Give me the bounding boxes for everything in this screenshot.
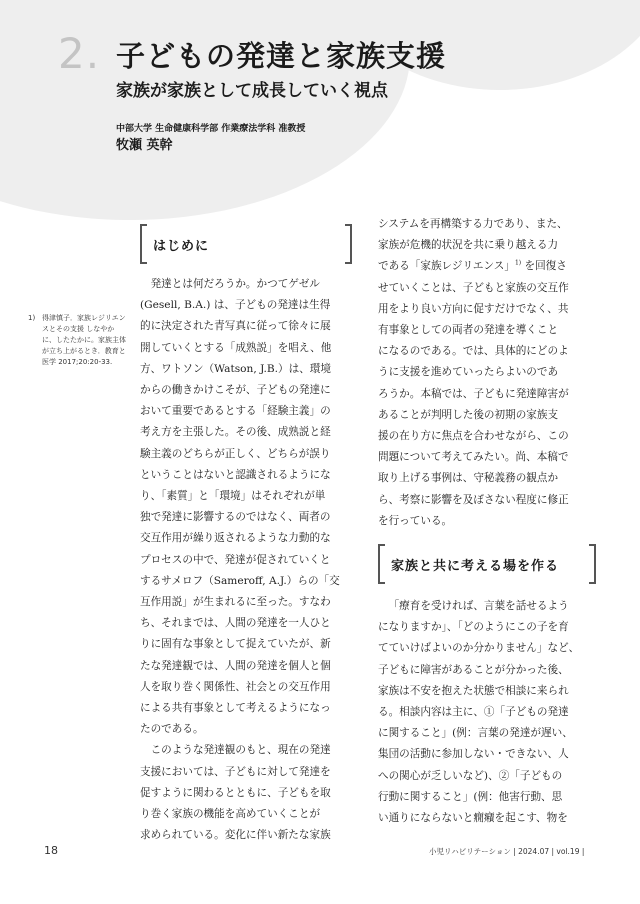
text-line: 問題について考えてみたい。尚、本稿で — [378, 451, 569, 464]
text-line: 交互作用が繰り返されるような力動的な — [140, 532, 331, 545]
bracket-left — [378, 544, 385, 584]
text-line: 発達とは何だろうか。かつてゲゼル — [150, 278, 320, 290]
text-line: ち、それまでは、人間の発達を一人ひと — [140, 617, 331, 630]
page-number: 18 — [44, 844, 58, 857]
text-line: たのである。 — [140, 723, 204, 736]
section-heading-intro — [140, 224, 352, 264]
text-line: 支援においては、子どもに対して発達を — [140, 765, 331, 778]
right-column-lower — [378, 596, 598, 829]
text-line: 家族が危機的状況を共に乗り越える力 — [378, 239, 559, 252]
bracket-left — [140, 224, 147, 264]
section-heading-label: 家族と共に考える場を作る — [391, 559, 560, 574]
text-line: 方、ワトソン（Watson, J.B.）は、環境 — [140, 362, 331, 375]
text-line: うに支援を進めていったらよいのであ — [378, 366, 559, 379]
text-line-tail: を回復さ — [521, 260, 567, 273]
text-line: 求められている。変化に伴い新たな家族 — [140, 829, 331, 842]
text-line: る。相談内容は主に、①「子どもの発達 — [378, 706, 569, 719]
paragraph — [140, 274, 358, 740]
text-line: このような発達観のもと、現在の発達 — [150, 744, 331, 757]
text-line: 促すように関わるとともに、子どもを取 — [140, 786, 331, 799]
bracket-right — [345, 224, 352, 264]
text-line: ろうか。本稿では、子どもに発達障害が — [378, 387, 569, 400]
text-line: プロセスの中で、発達が促されていくと — [140, 553, 331, 566]
text-line: りに固有な事象として捉えていたが、新 — [140, 638, 331, 651]
text-line: あることが判明した後の初期の家族支 — [378, 408, 559, 421]
text-line: 験主義のどちらが正しく、どちらが誤り — [140, 447, 331, 460]
section-heading-label: はじめに — [153, 239, 210, 254]
text-line: に関すること」(例：言葉の発達が遅い、 — [378, 727, 573, 740]
paragraph — [140, 740, 358, 846]
text-line: 互作用説」が生まれるに至った。すなわ — [140, 596, 331, 609]
text-line: による共有事象として考えるようになっ — [140, 702, 331, 715]
paragraph — [378, 596, 598, 829]
footnote-text: 得津慎子．家族レジリエンスとその支援 しなやかに、したたかに。家族主体が立ち上がるとき．教育と医学 2017;20:20-33. — [42, 314, 126, 366]
text-line: 人を取り巻く関係性、社会との交互作用 — [140, 680, 331, 693]
footnote-number: 1) — [28, 314, 36, 322]
text-line: 考え方を主張した。その後、成熟説と経 — [140, 426, 331, 439]
text-line: 家族は不安を抱えた状態で相談に来られ — [378, 684, 569, 697]
text-line: 行動に関すること」(例：他害行動、思 — [378, 790, 563, 803]
text-line: 「療育を受ければ、言葉を話せるよう — [388, 600, 569, 612]
right-column — [378, 214, 598, 532]
text-line: になりますか」、「どのようにこの子を育 — [378, 621, 569, 634]
text-line: せていくことは、子どもと家族の交互作 — [378, 281, 569, 294]
page-subtitle: 家族が家族として成長していく視点 — [116, 81, 388, 101]
author-name: 牧瀬 英幹 — [116, 138, 173, 153]
text-line: 独で発達に影響するのではなく、両者の — [140, 511, 331, 524]
text-line: 取り上げる事例は、守秘義務の観点か — [378, 472, 559, 485]
text-line: システムを再構築する力であり、また、 — [378, 218, 568, 230]
text-line: り巻く家族の機能を高めていくことが — [140, 808, 321, 821]
text-line: ということはないと認識されるようにな — [140, 468, 331, 481]
text-line: からの働きかけこそが、子どもの発達に — [140, 384, 331, 397]
text-line: (Gesell, B.A.) は、子どもの発達は生得 — [140, 299, 331, 312]
text-line: り、「素質」と「環境」はそれぞれが単 — [140, 490, 326, 503]
text-line: 援の在り方に焦点を合わせながら、この — [378, 430, 569, 443]
text-line: 的に決定された青写真に従って徐々に展 — [140, 320, 331, 333]
text-line: するサメロフ（Sameroff, A.J.）らの「交 — [140, 574, 340, 587]
text-line: への関心が乏しいなど)、②「子どもの — [378, 769, 563, 782]
journal-info: 小児リハビリテーション | 2024.07 | vol.19 | — [429, 847, 585, 856]
text-line: 用をより良い方向に促すだけでなく、共 — [378, 302, 569, 315]
text-line: を行っている。 — [378, 514, 453, 527]
left-column — [140, 274, 358, 846]
chapter-number: 2. — [58, 29, 101, 78]
text-line: になるのである。では、具体的にどのよ — [378, 345, 569, 358]
text-line: である「家族レジリエンス」$^{1)}$ を回復さ — [378, 259, 567, 273]
bracket-right — [589, 544, 596, 584]
text-line: たな発達観では、人間の発達を個人と個 — [140, 659, 331, 672]
author-affiliation: 中部大学 生命健康科学部 作業療法学科 准教授 — [116, 124, 306, 134]
text-line: 集団の活動に参加しない・できない、人 — [378, 748, 569, 761]
text-line: 開していくとする「成熟説」を唱え、他 — [140, 341, 332, 354]
text-line: い通りにならないと癇癪を起こす、物を — [378, 812, 568, 825]
text-line: 子どもに障害があることが分かった後、 — [378, 663, 569, 676]
paragraph — [378, 214, 598, 532]
footnote-reference: 1) — [514, 259, 522, 267]
text-line: ら、考察に影響を及ぼさない程度に修正 — [378, 493, 569, 506]
text-line: 有事象としての両者の発達を導くこと — [378, 324, 559, 337]
text-line: てていけばよいのか分かりません」など、 — [378, 642, 580, 655]
footnote — [28, 313, 128, 368]
text-line: おいて重要であるとする「経験主義」の — [140, 405, 331, 418]
page-title: 子どもの発達と家族支援 — [116, 39, 447, 73]
section-heading-family — [378, 544, 596, 584]
